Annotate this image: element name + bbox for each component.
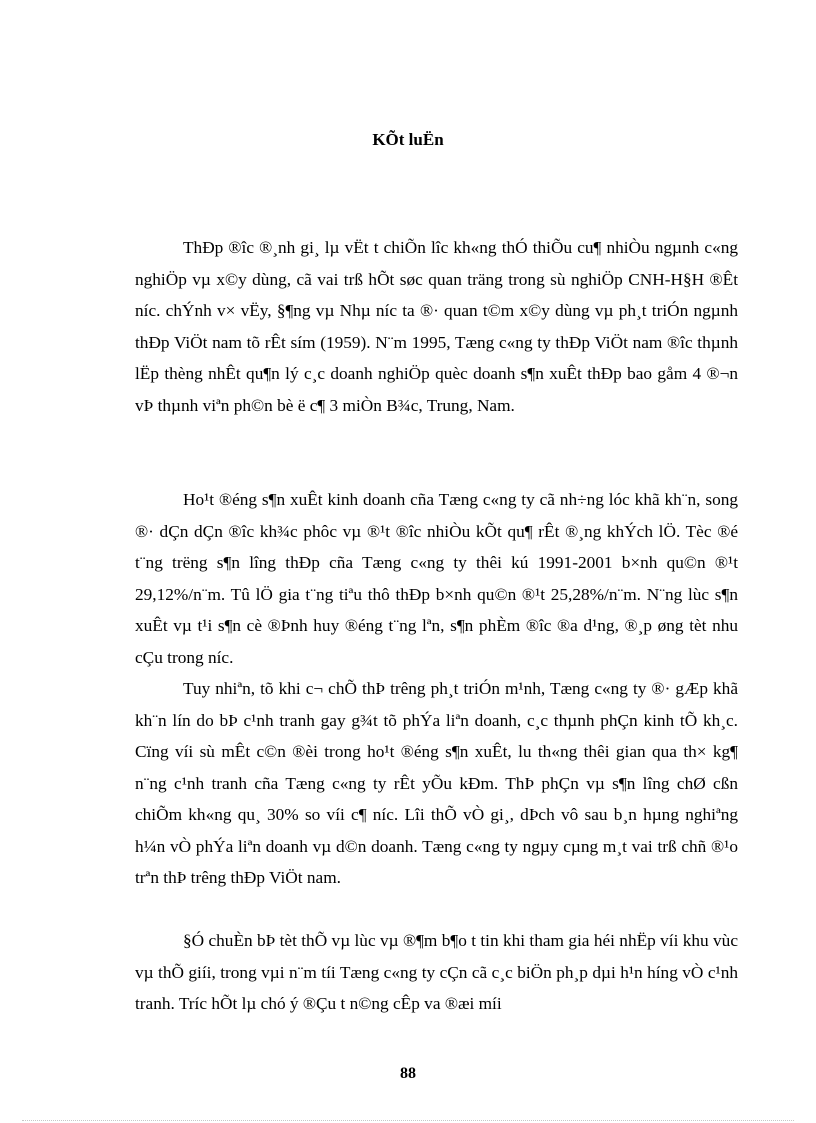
page-bottom-divider [22, 1120, 794, 1121]
paragraph-2: Ho¹t ®éng s¶n xuÊt kinh doanh cña Tæng c«ng ty cã nh÷ng lóc khã kh¨n, song ®· dÇn dÇn ®îc kh¾c phôc vµ ®¹t ®îc nhiÒu kÕt qu¶ rÊt ®¸ng khÝch lÖ. Tèc ®é t¨ng trëng s¶n lîng thÐp cña Tæng c«ng ty thêi kú 1991-2001 b×nh qu©n ®¹t 29,12%/n¨m. Tû lÖ gia t¨ng tiªu thô thÐp b×nh qu©n ®¹t 25,28%/n¨m. N¨ng lùc s¶n xuÊt vµ t¹i s¶n cè ®Þnh huy ®éng t¨ng lªn, s¶n phÈm ®îc ®a d¹ng, ®¸p øng tèt nhu cÇu trong níc. [135, 490, 738, 667]
page-number: 88 [400, 1065, 416, 1082]
paragraph-3: Tuy nhiªn, tõ khi c¬ chÕ thÞ trêng ph¸t triÓn m¹nh, Tæng c«ng ty ®· gÆp khã kh¨n lín do bÞ c¹nh tranh gay g¾t tõ phÝa liªn doanh, c¸c thµnh phÇn kinh tÕ kh¸c. Cïng víi sù mÊt c©n ®èi trong ho¹t ®éng s¶n xuÊt, lu th«ng thêi gian qua th× kg¶ n¨ng c¹nh tranh cña Tæng c«ng ty rÊt yÕu kÐm. ThÞ phÇn vµ s¶n lîng chØ cßn chiÕm kh«ng qu¸ 30% so víi c¶ níc. Lîi thÕ vÒ gi¸, dÞch vô sau b¸n hµng nghiªng h¼n vÒ phÝa liªn doanh vµ d©n doanh. Tæng c«ng ty ngµy cµng m¸t vai trß chñ ®¹o trªn thÞ trêng thÐp ViÖt nam. [135, 679, 738, 887]
page-title: KÕt luËn [372, 130, 444, 149]
paragraph-4: §Ó chuÈn bÞ tèt thÕ vµ lùc vµ ®¶m b¶o t tin khi tham gia héi nhËp víi khu vùc vµ thÕ giíi, trong vµi n¨m tíi Tæng c«ng ty cÇn cã c¸c biÖn ph¸p dµi h¹n híng vÒ c¹nh tranh. Tríc hÕt lµ chó ý ®Çu t n©ng cÊp va ®æi míi [135, 931, 738, 1013]
paragraph-1: ThÐp ®îc ®¸nh gi¸ lµ vËt t chiÕn lîc kh«ng thÓ thiÕu cu¶ nhiÒu ngµnh c«ng nghiÖp vµ x©y dùng, cã vai trß hÕt søc quan träng trong sù nghiÖp CNH-H§H ®Êt níc. chÝnh v× vËy, §¶ng vµ Nhµ níc ta ®· quan t©m x©y dùng vµ ph¸t triÓn ngµnh thÐp ViÖt nam tõ rÊt sím (1959). N¨m 1995, Tæng c«ng ty thÐp ViÖt nam ®îc thµnh lËp thèng nhÊt qu¶n lý c¸c doanh nghiÖp quèc doanh s¶n xuÊt thÐp bao gåm 4 ®¬n vÞ thµnh viªn ph©n bè ë c¶ 3 miÒn B¾c, Trung, Nam. [135, 238, 738, 415]
